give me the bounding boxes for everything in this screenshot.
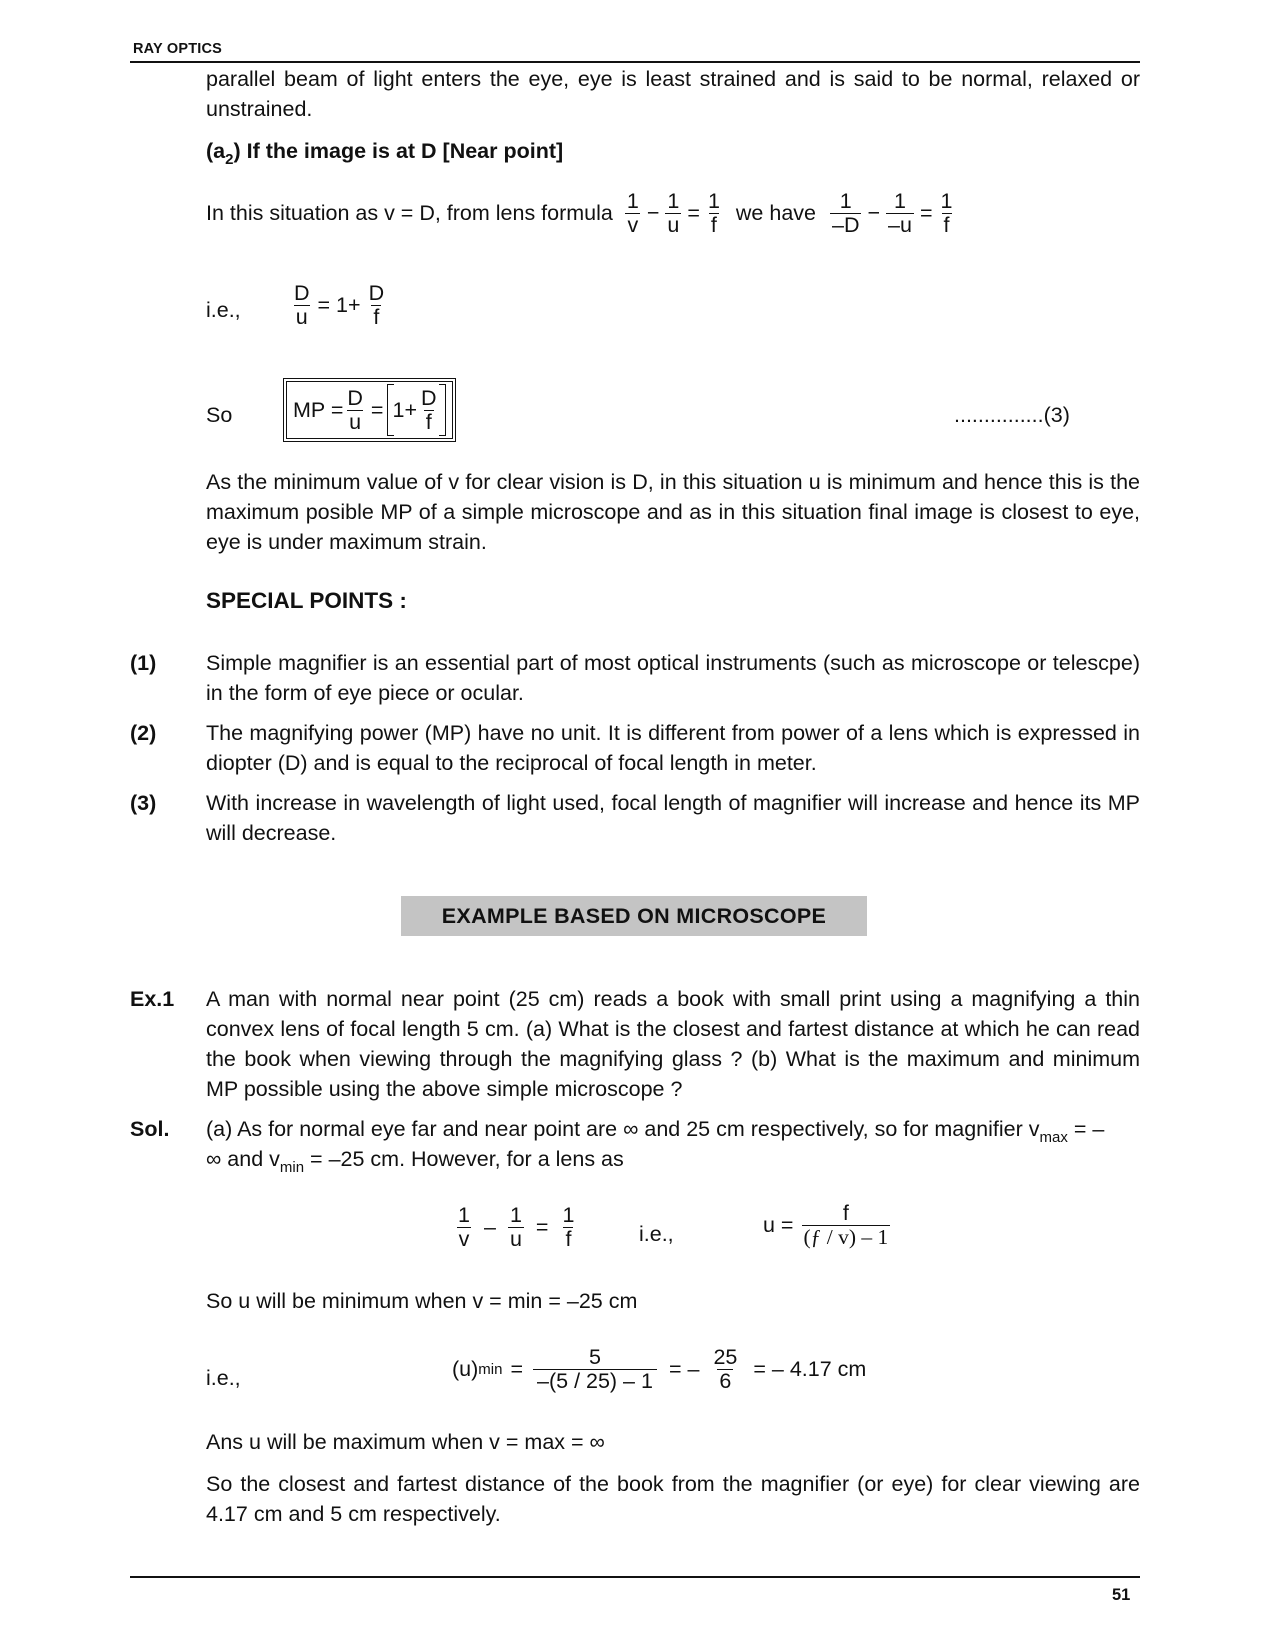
point-text: The magnifying power (MP) have no unit. It is different from power of a lens which is expressed in diopter (D) and is equal to the reciprocal of focal length in meter. [206, 721, 1140, 775]
example-question: A man with normal near point (25 cm) reads a book with small print using a magnifying a thin convex lens of focal length 5 cm. (a) What is the closest and fartest distance at which he can read the book when viewing through the magnifying glass ? (b) What is the maximum and minimum MP possible using the above simple microscope ? [206, 987, 1140, 1101]
operator: = – [668, 1356, 700, 1381]
operator: = [919, 200, 933, 225]
frac-num: 1 [839, 189, 852, 213]
frac-num: 1 [707, 189, 720, 213]
running-header: RAY OPTICS [133, 41, 223, 57]
example-banner: EXAMPLE BASED ON MICROSCOPE [401, 896, 867, 936]
solution-line-2 [206, 1144, 1140, 1183]
intro-paragraph: parallel beam of light enters the eye, eye is least strained and is said to be normal, relaxed or unstrained. [206, 67, 1140, 121]
ie-formula [290, 282, 388, 328]
lens-text: In this situation as v = D, from lens formula [206, 200, 613, 225]
frac-num: 25 [713, 1345, 738, 1369]
subscript: max [1039, 1129, 1068, 1146]
square-bracket [387, 384, 445, 436]
frac-den: –u [888, 212, 912, 237]
special-points-heading: SPECIAL POINTS : [206, 588, 407, 613]
heading-suffix: ) If the image is at D [Near point] [233, 139, 564, 163]
example-label: Ex.1 [130, 987, 175, 1011]
explanation-paragraph: As the minimum value of v for clear vision is D, in this situation u is minimum and hence this is the maximum posible MP of a simple microscope and as in this situation final image is closest to eye, eye is under maximum strain. [206, 470, 1140, 554]
point-text: With increase in wavelength of light used, focal length of magnifier will increase and hence its MP will decrease. [206, 791, 1140, 845]
operator: − [867, 200, 881, 225]
frac-den: f [710, 212, 717, 237]
page-number: 51 [1112, 1586, 1131, 1604]
frac-den: 6 [719, 1368, 732, 1393]
mp-lhs: MP = [293, 397, 344, 422]
frac-den: u [349, 409, 362, 434]
frac-den: (ƒ / v) – 1 [803, 1224, 889, 1249]
lens-formula [623, 190, 724, 236]
point-text: Simple magnifier is an essential part of most optical instruments (such as microscope or telescpe) in the form of eye piece or ocular. [206, 651, 1140, 705]
conclusion-paragraph: So the closest and fartest distance of the book from the magnifier (or eye) for clear viewing are 4.17 cm and 5 cm respectively. [206, 1472, 1140, 1526]
text: (a) As for normal eye far and near point are ∞ and 25 cm respectively, so for magnifier v [206, 1117, 1040, 1141]
frac-num: D [347, 385, 363, 410]
u-formula [763, 1202, 892, 1248]
u-min-text: So u will be minimum when v = min = –25 cm [206, 1289, 638, 1313]
operator: = [370, 397, 384, 422]
frac-num: 1 [562, 1203, 575, 1227]
section-heading-a2 [206, 136, 563, 175]
frac-den: f [565, 1226, 572, 1251]
frac-den: v [627, 212, 639, 237]
solution-lens-formula [454, 1204, 578, 1250]
frac-num: 1 [667, 189, 680, 213]
we-have-text: we have [735, 200, 816, 225]
u-lhs: u = [763, 1212, 794, 1237]
ie-label-3: i.e., [206, 1366, 241, 1390]
frac-num: D [368, 281, 385, 305]
operator: = [535, 1214, 549, 1239]
one-plus: 1+ [392, 397, 417, 422]
subscript: min [279, 1159, 305, 1176]
frac-num: 1 [458, 1203, 470, 1227]
frac-den: f [373, 304, 380, 329]
mp-boxed-formula [286, 381, 453, 439]
frac-den: –D [832, 212, 860, 237]
frac-num: 1 [894, 189, 906, 213]
text: ∞ and v [206, 1147, 280, 1171]
point-number: (1) [130, 651, 157, 675]
subscript: min [478, 1360, 503, 1378]
frac-den: f [943, 212, 950, 237]
frac-den: u [509, 1226, 522, 1251]
heading-sub: 2 [225, 151, 234, 168]
header-rule [130, 61, 1140, 63]
frac-num: D [294, 281, 310, 305]
frac-den: u [667, 212, 680, 237]
ie-label-2: i.e., [639, 1222, 674, 1246]
text: = – [1067, 1117, 1105, 1141]
footer-rule [130, 1576, 1140, 1578]
u-max-text: Ans u will be maximum when v = max = ∞ [206, 1430, 605, 1454]
frac-den: f [425, 409, 432, 434]
result: = – 4.17 cm [753, 1356, 867, 1381]
heading-prefix: (a [206, 139, 226, 163]
lens-formula-line [206, 190, 957, 236]
frac-den: u [295, 304, 308, 329]
text: = –25 cm. However, for a lens as [304, 1147, 624, 1171]
operator: = [687, 200, 700, 225]
u-min-formula [452, 1346, 870, 1392]
equation-number: ...............(3) [954, 403, 1070, 427]
frac-num: 1 [626, 189, 639, 213]
umin-lhs: (u) [452, 1356, 479, 1381]
operator: – [483, 1214, 496, 1239]
operator: = [510, 1356, 524, 1381]
frac-num: D [421, 385, 437, 410]
so-label: So [206, 403, 233, 427]
frac-den: v [458, 1226, 470, 1251]
frac-num: 1 [940, 189, 953, 213]
operator: = 1+ [317, 292, 361, 317]
frac-num: 1 [509, 1203, 522, 1227]
point-number: (3) [130, 791, 157, 815]
ie-label-1: i.e., [206, 298, 241, 322]
frac-den: –(5 / 25) – 1 [533, 1369, 657, 1393]
substituted-formula [828, 190, 957, 236]
frac-num: 5 [589, 1345, 601, 1369]
operator: − [646, 200, 660, 225]
solution-label: Sol. [130, 1117, 170, 1141]
point-number: (2) [130, 721, 157, 745]
frac-num: f [842, 1201, 849, 1225]
